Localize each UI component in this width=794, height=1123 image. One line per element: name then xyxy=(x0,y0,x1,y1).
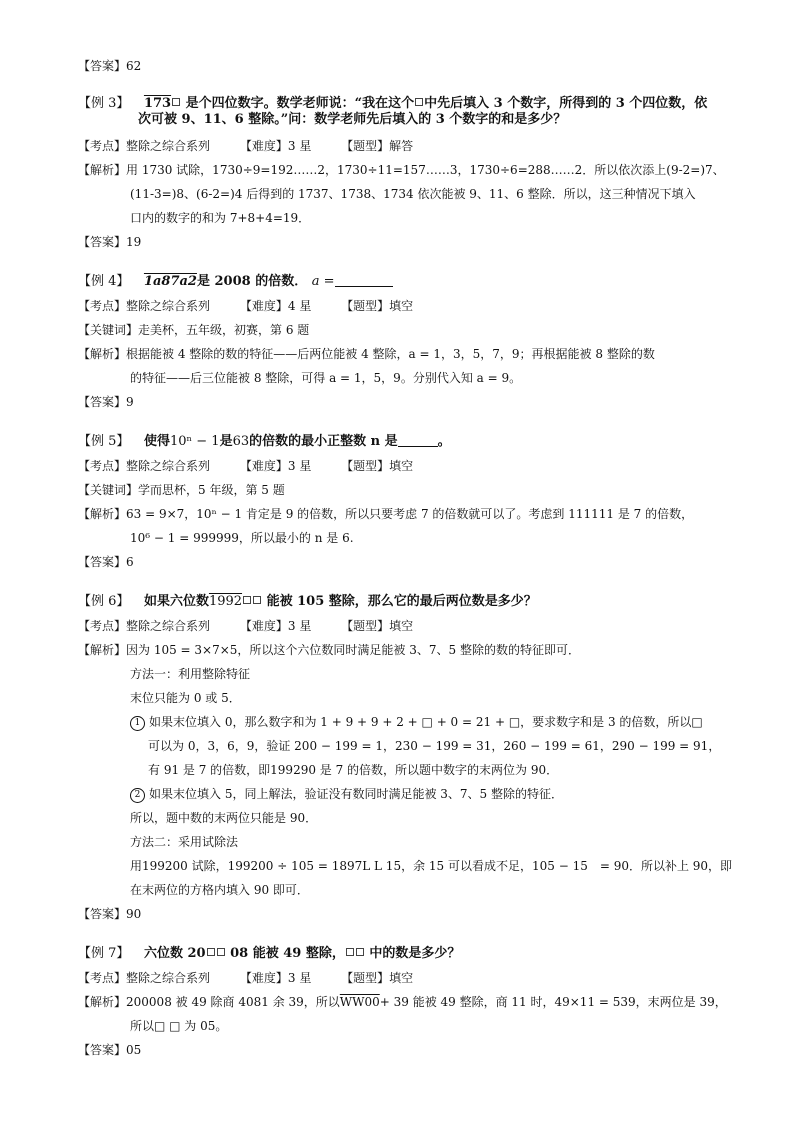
blank-box-icon xyxy=(356,948,364,956)
kaodian-value: 整除之综合系列 xyxy=(126,619,211,633)
analysis-row xyxy=(78,830,750,854)
analysis-text: 可以为 0，3，6，9，验证 200 − 199 = 1，230 − 199 = 31，260 − 199 = 61，290 − 199 = 91， xyxy=(148,739,721,753)
keywords-label: 【关键词】 xyxy=(78,483,139,497)
title-text: 能被 105 整除，那么它的最后两位数是多少？ xyxy=(266,594,537,609)
kaodian-label: 【考点】 xyxy=(78,459,127,473)
kaodian-value: 整除之综合系列 xyxy=(126,459,211,473)
answer-label: 【答案】 xyxy=(78,395,127,409)
tixing-value: 填空 xyxy=(389,459,414,473)
analysis-row xyxy=(78,990,750,1014)
example-title xyxy=(78,434,750,450)
meta-row xyxy=(78,614,750,638)
nandu-label: 【难度】 xyxy=(239,619,288,633)
analysis-row xyxy=(78,526,750,550)
kaodian-value: 整除之综合系列 xyxy=(126,971,211,985)
example-7 xyxy=(78,946,750,1062)
analysis-row xyxy=(78,854,750,878)
kaodian-value: 整除之综合系列 xyxy=(126,299,211,313)
title-text: 的倍数的最小正整数 n 是 xyxy=(249,434,398,449)
method-title: 方法一：利用整除特征 xyxy=(130,667,251,681)
analysis-text: 10⁶ − 1 = 999999，所以最小的 n 是 6. xyxy=(130,531,354,545)
kaodian-label: 【考点】 xyxy=(78,299,127,313)
meta-row xyxy=(78,134,750,158)
tixing-value: 填空 xyxy=(389,619,414,633)
blank-box-icon xyxy=(415,98,423,106)
kaodian-label: 【考点】 xyxy=(78,971,127,985)
analysis-row xyxy=(78,686,750,710)
analysis-text: 在末两位的方格内填入 90 即可． xyxy=(130,883,309,897)
blank-box-icon xyxy=(346,948,354,956)
answer-row xyxy=(78,390,750,414)
tixing-label: 【题型】 xyxy=(341,619,390,633)
meta-row xyxy=(78,294,750,318)
answer-row xyxy=(78,1038,750,1062)
answer-blank xyxy=(398,434,438,447)
analysis-text: (11-3=)8、(6-2=)4 后得到的 1737、1738、1734 依次能被 9、11、6 整除．所以，这三种情况下填入 xyxy=(130,187,696,201)
tixing-value: 填空 xyxy=(389,299,414,313)
example-tag: 【例 5】 xyxy=(78,434,130,449)
analysis-row xyxy=(78,1014,750,1038)
analysis-row xyxy=(78,342,750,366)
analysis-row xyxy=(78,366,750,390)
answer-label: 【答案】 xyxy=(78,59,127,73)
title-text: 使得 xyxy=(143,434,170,449)
jiexi-label: 【解析】 xyxy=(78,643,127,657)
blank-box-icon xyxy=(207,948,215,956)
nandu-value: 3 星 xyxy=(287,619,312,633)
answer-row xyxy=(78,902,750,926)
example-3 xyxy=(78,96,750,254)
keywords-row xyxy=(78,478,750,502)
circled-number: 1 xyxy=(130,716,145,731)
analysis-row xyxy=(78,502,750,526)
meta-row xyxy=(78,454,750,478)
answer-value: 62 xyxy=(126,59,142,73)
blank-box-icon xyxy=(243,596,251,604)
example-title xyxy=(78,96,750,112)
keywords-value: 走美杯，五年级，初赛，第 6 题 xyxy=(138,323,310,337)
tixing-label: 【题型】 xyxy=(341,459,390,473)
title-text: 08 能被 49 整除， xyxy=(230,946,345,961)
answer-value: 90 xyxy=(126,907,142,921)
nandu-value: 4 星 xyxy=(287,299,312,313)
nandu-label: 【难度】 xyxy=(239,139,288,153)
analysis-text: 200008 被 49 除商 4081 余 39，所以 xyxy=(126,995,340,1009)
analysis-text: + 39 能被 49 整除，商 11 时，49×11 = 539，末两位是 39， xyxy=(379,995,727,1009)
kaodian-value: 整除之综合系列 xyxy=(126,139,211,153)
answer-blank xyxy=(335,274,393,287)
example-5 xyxy=(78,434,750,574)
overlined-number: 173 xyxy=(143,96,172,111)
title-text: 如果六位数 xyxy=(143,594,209,609)
analysis-row xyxy=(78,878,750,902)
nandu-label: 【难度】 xyxy=(239,971,288,985)
analysis-row xyxy=(78,638,750,662)
analysis-row xyxy=(78,734,750,758)
blank-box-icon xyxy=(253,596,261,604)
example-title xyxy=(78,594,750,610)
title-text: 是个四位数字。数学老师说：“我在这个 xyxy=(185,96,415,111)
nandu-value: 3 星 xyxy=(287,139,312,153)
analysis-row xyxy=(78,806,750,830)
analysis-row xyxy=(78,206,750,230)
analysis-row xyxy=(78,782,750,806)
analysis-row xyxy=(78,662,750,686)
analysis-text: 如果末位填入 5，同上解法，验证没有数同时满足能被 3、7、5 整除的特征． xyxy=(149,787,563,801)
answer-label: 【答案】 xyxy=(78,1043,127,1057)
example-title xyxy=(78,946,750,962)
answer-label: 【答案】 xyxy=(78,235,127,249)
blank-box-icon xyxy=(172,98,180,106)
overlined-number: WW00 xyxy=(339,995,380,1009)
method-title: 方法二：采用试除法 xyxy=(130,835,239,849)
keywords-label: 【关键词】 xyxy=(78,323,139,337)
example-title xyxy=(78,274,750,290)
answer-value: 9 xyxy=(126,395,134,409)
answer-label: 【答案】 xyxy=(78,555,127,569)
circled-number: 2 xyxy=(130,788,145,803)
title-text: 次可被 9、11、6 整除。”问：数学老师先后填入的 3 个数字的和是多少？ xyxy=(138,112,567,127)
document-page xyxy=(78,58,750,1062)
nandu-value: 3 星 xyxy=(287,971,312,985)
blank-box-icon xyxy=(217,948,225,956)
nandu-label: 【难度】 xyxy=(239,459,288,473)
analysis-row xyxy=(78,182,750,206)
analysis-text: 口内的数字的和为 7+8+4=19． xyxy=(130,211,311,225)
answer-value: 6 xyxy=(126,555,134,569)
keywords-row xyxy=(78,318,750,342)
analysis-text: 用 1730 试除，1730÷9=192……2，1730÷11=157……3，1730÷6=288……2．所以依次添上(9-2=)7、 xyxy=(126,163,725,177)
analysis-text: 如果末位填入 0，那么数字和为 1 + 9 + 9 + 2 + □ + 0 = 21 + □，要求数字和是 3 的倍数，所以□ xyxy=(149,715,703,729)
analysis-text: 用199200 试除，199200 ÷ 105 = 1897L L 15，余 15 可以看成不足，105 − 15 = 90．所以补上 90，即 xyxy=(130,859,733,873)
answer-value: 05 xyxy=(126,1043,142,1057)
tixing-value: 填空 xyxy=(389,971,414,985)
analysis-text: 所以□ □ 为 05。 xyxy=(130,1019,228,1033)
analysis-text: 的特征——后三位能被 8 整除，可得 a = 1，5，9。分别代入知 a = 9。 xyxy=(130,371,522,385)
jiexi-label: 【解析】 xyxy=(78,347,127,361)
answer-value: 19 xyxy=(126,235,142,249)
analysis-text: 根据能被 4 整除的数的特征——后两位能被 4 整除，a = 1，3，5，7，9；再根据能被 8 整除的数 xyxy=(126,347,655,361)
analysis-row xyxy=(78,758,750,782)
example-title-cont xyxy=(78,112,750,128)
jiexi-label: 【解析】 xyxy=(78,507,127,521)
title-text: 是 xyxy=(219,434,233,449)
title-math: 10ⁿ − 1 xyxy=(169,434,220,449)
analysis-row xyxy=(78,158,750,182)
answer-row xyxy=(78,550,750,574)
prev-answer xyxy=(78,58,750,74)
overlined-number: 1992 xyxy=(208,594,243,609)
tixing-label: 【题型】 xyxy=(341,971,390,985)
title-text: 中的数是多少？ xyxy=(369,946,461,961)
jiexi-label: 【解析】 xyxy=(78,995,127,1009)
kaodian-label: 【考点】 xyxy=(78,139,127,153)
example-4 xyxy=(78,274,750,414)
example-tag: 【例 6】 xyxy=(78,594,130,609)
analysis-text: 末位只能为 0 或 5． xyxy=(130,691,241,705)
nandu-label: 【难度】 xyxy=(239,299,288,313)
tixing-value: 解答 xyxy=(389,139,414,153)
tixing-label: 【题型】 xyxy=(341,299,390,313)
example-tag: 【例 7】 xyxy=(78,946,130,961)
title-math: 63 xyxy=(232,434,250,449)
title-text: 中先后填入 3 个数字，所得到的 3 个四位数，依 xyxy=(424,96,708,111)
analysis-text: 所以，题中数的末两位只能是 90． xyxy=(130,811,318,825)
example-tag: 【例 3】 xyxy=(78,96,130,111)
title-text: a = xyxy=(311,274,335,289)
title-text: 是 2008 的倍数． xyxy=(196,274,308,289)
example-6 xyxy=(78,594,750,926)
jiexi-label: 【解析】 xyxy=(78,163,127,177)
title-text: 六位数 20 xyxy=(143,946,206,961)
example-tag: 【例 4】 xyxy=(78,274,130,289)
analysis-text: 63 = 9×7，10ⁿ − 1 肯定是 9 的倍数，所以只要考虑 7 的倍数就可以了。考虑到 111111 是 7 的倍数， xyxy=(126,507,694,521)
nandu-value: 3 星 xyxy=(287,459,312,473)
analysis-text: 因为 105 = 3×7×5，所以这个六位数同时满足能被 3、7、5 整除的数的特征即可． xyxy=(126,643,580,657)
tixing-label: 【题型】 xyxy=(341,139,390,153)
kaodian-label: 【考点】 xyxy=(78,619,127,633)
meta-row xyxy=(78,966,750,990)
keywords-value: 学而思杯，5 年级，第 5 题 xyxy=(138,483,285,497)
overlined-number: 1a87a2 xyxy=(143,274,197,289)
analysis-text: 有 91 是 7 的倍数，即199290 是 7 的倍数，所以题中数字的末两位为 90． xyxy=(148,763,559,777)
analysis-row xyxy=(78,710,750,734)
answer-label: 【答案】 xyxy=(78,907,127,921)
title-text: 。 xyxy=(437,434,451,449)
answer-row xyxy=(78,230,750,254)
